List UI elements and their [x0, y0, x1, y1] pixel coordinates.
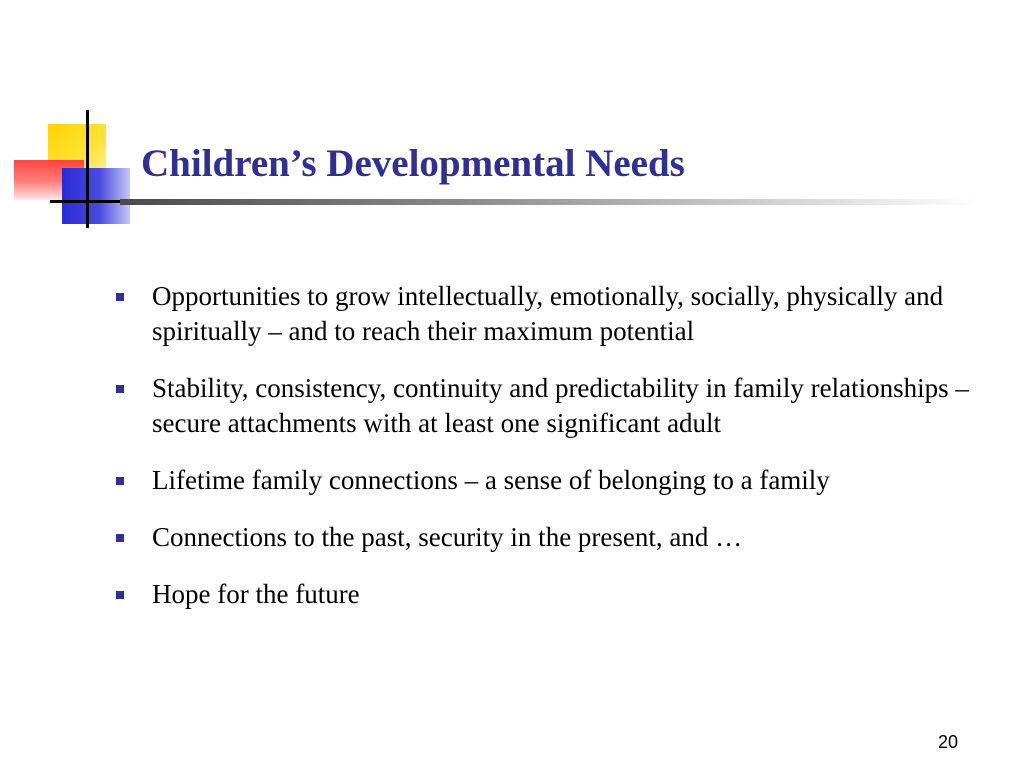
square-bullet-icon: [116, 591, 124, 599]
bullet-item: [112, 520, 1012, 555]
bullet-text: Lifetime family connections – a sense of belonging to a family: [152, 465, 830, 495]
square-bullet-icon: [116, 385, 124, 393]
bullet-item: [112, 463, 1012, 498]
square-bullet-icon: [116, 293, 124, 301]
slide-title: Children’s Developmental Needs: [141, 142, 685, 185]
bullet-text: Opportunities to grow intellectually, emotionally, socially, physically and spiritually – and to reach their maximum potential: [152, 281, 944, 346]
logo-vertical-line: [86, 110, 89, 228]
bullet-item: [112, 371, 1012, 441]
logo-blue-square: [62, 168, 130, 224]
bullet-text: Hope for the future: [152, 579, 360, 609]
bullet-item: [112, 279, 1012, 349]
bullet-list: [112, 279, 1012, 634]
bullet-text: Connections to the past, security in the present, and …: [152, 522, 743, 552]
title-divider: [120, 199, 980, 205]
page-number: 20: [938, 732, 959, 752]
square-bullet-icon: [116, 477, 124, 485]
bullet-item: [112, 577, 1012, 612]
square-bullet-icon: [116, 534, 124, 542]
bullet-text: Stability, consistency, continuity and predictability in family relationships – secure attachments with at least one significant adult: [152, 373, 969, 438]
